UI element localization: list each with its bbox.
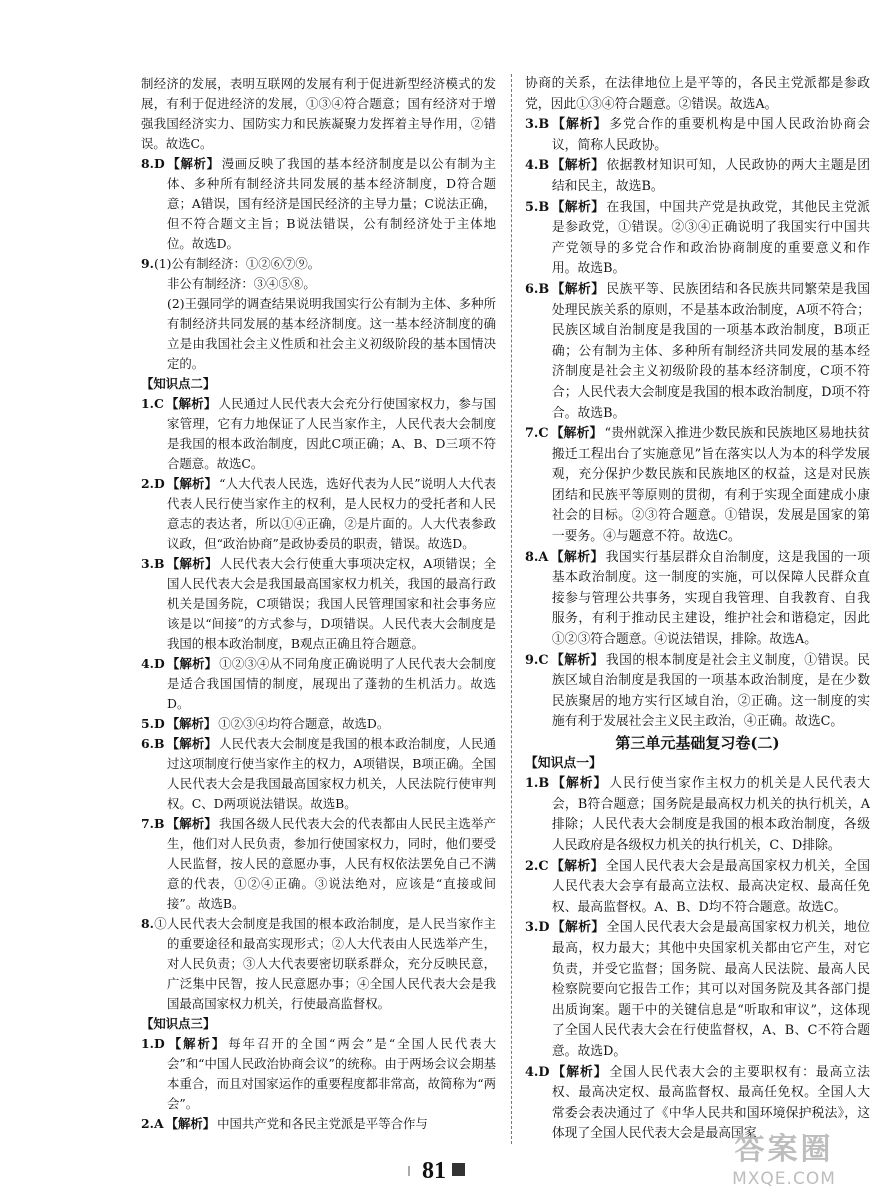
watermark-url: MXQE.COM (732, 1169, 836, 1189)
item-number: 4. (141, 656, 154, 671)
item-answer: A (153, 1116, 164, 1131)
answer-item (525, 115, 870, 156)
analysis-tag: 【解析】 (165, 396, 217, 411)
watermark (709, 1132, 859, 1194)
analysis-tag: 【解析】 (166, 1036, 227, 1051)
item-answer: D (538, 920, 550, 936)
sub-answer: (2)王强同学的调查结果说明我国实行公有制为主体、多种所有制经济共同发展的基本经济制度。这一基本经济制度的确立是由我国社会主义性质和社会主义初级阶段的基本国情决定的。 (167, 296, 496, 371)
item-text: “人大代表人民选，选好代表为人民”说明人大代表代表人民行使当家作主的权利，是人民权力的受托者和人民意志的表达者，所以①④正确，②是片面的。人大代表参政议政，但“政治协商”是政协委员的职责，错误。故选D。 (167, 476, 497, 551)
section-heading: 【知识点三】 (141, 1016, 216, 1031)
watermark-logo-text: 答案圈 (734, 1132, 834, 1167)
item-number: 2. (141, 1116, 154, 1131)
section-heading: 【知识点二】 (141, 376, 216, 391)
item-text: 民族平等、民族团结和各民族共同繁荣是我国处理民族关系的原则，不是基本政治制度，A项不符合；民族区域自治制度是我国的一项基本政治制度，B项正确；公有制为主体、多种所有制经济共同发展的基本经济制度是社会主义初级阶段的基本经济制度，C项不符合；人民代表大会制度是我国的根本政治制度，D项不符合。故选B。 (551, 281, 871, 421)
continuation-paragraph: 制经济的发展，表明互联网的发展有利于促进新型经济模式的发展，有利于促进经济的发展，①③④符合题意；国有经济对于增强我国经济实力、国防实力和民族凝聚力发挥着主导作用，②错误。故选C。 (141, 76, 496, 151)
item-text: 全国人民代表大会是最高国家权力机关，地位最高，权力最大；其他中央国家机关都由它产生，对它负责，并受它监督；国务院、最高人民法院、最高人民检察院要向它报告工作；其可以对国务院及其各部门提出质询案。题干中的关键信息是“听取和审议”，这体现了全国人民代表大会在行使监督权，A、B、C不符合题意。故选D。 (551, 920, 871, 1059)
analysis-tag: 【解析】 (550, 426, 603, 442)
analysis-tag: 【解析】 (166, 716, 217, 731)
analysis-tag: 【解析】 (165, 1116, 216, 1131)
analysis-tag: 【解析】 (551, 117, 608, 133)
item-text: 中国共产党和各民主党派是平等合作与 (217, 1116, 428, 1131)
item-answer: D (153, 1036, 165, 1051)
item-text: 我国实行基层群众自治制度，这是我国的一项基本政治制度。这一制度的实施，可以保障人民群众直接参与管理公共事务，实现自我管理、自我教育、自我服务，有利于推动民主建设，维护社会和谐稳定，因此①②③符合题意。④说法错误，排除。故选A。 (551, 549, 871, 648)
answer-item (141, 474, 496, 554)
item-answer: B (153, 736, 165, 751)
item-answer: C (538, 652, 549, 668)
item-text: 漫画反映了我国的基本经济制度是以公有制为主体、多种所有制经济共同发展的基本经济制度，D符合题意；A错误，国有经济是国民经济的主导力量；C说法正确，但不符合题文主旨；B说法错误，公有制经济处于主体地位。故选D。 (167, 156, 497, 251)
item-text: 人民代表大会制度是我国的根本政治制度，人民通过这项制度行使当家作主的权力，A项错误，B项正确。全国人民代表大会是我国最高国家权力机关，人民法院行使审判权。C、D两项说法错误。故选B。 (167, 736, 497, 811)
item-text: 人民行使当家作主权力的机关是人民代表大会，B符合题意；国务院是最高权力机关的执行机关，A排除；人民代表大会制度是我国的根本政治制度，各级人民政府是各级权力机关的执行机关，C、D排除。 (551, 776, 871, 853)
item-text: 多党合作的重要机构是中国人民政治协商会议，简称人民政协。 (551, 117, 871, 153)
page-number: 81 (422, 1158, 446, 1184)
item-answer: D (153, 476, 165, 491)
item-text: 我国的根本制度是社会主义制度，①错误。民族区域自治制度是我国的一项基本政治制度，是在少数民族聚居的地方实行区域自治，②正确。这一制度的实施有利于发展社会主义民主政治，④正确。故选C。 (551, 652, 871, 730)
item-answer: B (538, 281, 550, 297)
item-text: 人民代表大会行使重大事项决定权，A项错误；全国人民代表大会是我国最高国家权力机关，我国的最高行政机关是国务院，C项错误；我国人民管理国家和社会事务应该是以“间接”的方式参与，D项错误。人民代表大会制度是我国的根本政治制度，B观点正确且符合题意。 (167, 556, 497, 651)
item-number: 1. (141, 1036, 154, 1051)
item-answer: B (538, 117, 550, 133)
answer-item (525, 857, 870, 919)
answer-item (141, 394, 496, 474)
analysis-tag: 【解析】 (550, 549, 604, 565)
analysis-tag: 【解析】 (166, 736, 218, 751)
analysis-tag: 【解析】 (166, 156, 220, 171)
item-text: “贵州就深入推进少数民族和民族地区易地扶贫搬迁工程出台了实施意见”旨在落实以人为本的科学发展观，充分保护少数民族和民族地区的权益，这是对民族团结和民族平等原则的贯彻，有利于实现全面建成小康社会的目标。②③符合题意。①错误，发展是国家的第一要务。④与题意不符。故选C。 (551, 426, 871, 545)
item-number: 5. (525, 199, 539, 215)
item-answer: D (153, 156, 165, 171)
answer-item (141, 714, 496, 734)
item-answer: C (538, 426, 549, 442)
answer-item (525, 156, 870, 197)
page-number-right-mark (452, 1163, 465, 1176)
item-number: 4. (525, 1064, 539, 1080)
item-number: 7. (525, 426, 539, 442)
section-heading: 【知识点一】 (525, 755, 602, 771)
item-answer: B (538, 776, 550, 792)
answer-item (141, 154, 496, 254)
item-number: 4. (525, 158, 539, 174)
answer-item (141, 914, 496, 1014)
item-number: 2. (141, 476, 154, 491)
answer-item (525, 280, 870, 424)
analysis-tag: 【解析】 (550, 652, 604, 668)
item-text: ①人民代表大会制度是我国的根本政治制度，是人民当家作主的重要途径和最高实现形式；②人大代表由人民选举产生，对人民负责；③人大代表要密切联系群众，充分反映民意，广泛集中民智，按人民意愿办事；④全国人民代表大会是我国最高国家权力机关，行使最高监督权。 (153, 916, 496, 1011)
continuation-paragraph: 协商的关系，在法律地位上是平等的，各民主党派都是参政党，因此①③④符合题意。②错误。故选A。 (525, 76, 870, 112)
item-number: 9. (141, 256, 154, 271)
item-text: 全国人民代表大会的主要职权有：最高立法权、最高决定权、最高监督权、最高任免权。全国人大常委会表决通过了《中华人民共和国环境保护税法》，这体现了全国人民代表大会是最高国家 (551, 1064, 871, 1142)
item-answer: D (153, 656, 165, 671)
right-column (525, 74, 870, 1145)
item-number: 6. (141, 736, 154, 751)
analysis-tag: 【解析】 (166, 476, 218, 491)
analysis-tag: 【解析】 (551, 199, 605, 215)
item-number: 8. (141, 156, 154, 171)
item-text: 人民通过人民代表大会充分行使国家权力，参与国家管理，它有力地保证了人民当家作主，人民代表大会制度是我国的根本政治制度，因此C项正确；A、B、D三项不符合题意。故选C。 (167, 396, 497, 471)
sub-answer: 非公有制经济：③④⑤⑧。 (167, 276, 316, 291)
answer-item (141, 1114, 496, 1134)
item-text: 在我国，中国共产党是执政党，其他民主党派是参政党，①错误。②③④正确说明了我国实行中国共产党领导的多党合作和政治协商制度的重要意义和作用。故选B。 (551, 199, 871, 277)
item-text: 依据教材知识可知，人民政协的两大主题是团结和民主，故选B。 (551, 158, 871, 194)
answer-item (141, 554, 496, 654)
analysis-tag: 【解析】 (166, 816, 218, 831)
answer-item (525, 651, 870, 733)
item-text: 全国人民代表大会是最高国家权力机关，全国人民代表大会享有最高立法权、最高决定权、最高任免权、最高监督权。A、B、D均不符合题意。故选C。 (551, 858, 871, 915)
item-text: 我国各级人民代表大会的代表都由人民民主选举产生，他们对人民负责，参加行使国家权力，同时，他们要受人民监督，按人民的意愿办事，人民有权依法罢免自己不满意的代表，①②④正确。③说法绝对，应该是“直接或间接”。故选B。 (167, 816, 497, 911)
item-number: 3. (141, 556, 154, 571)
analysis-tag: 【解析】 (166, 556, 218, 571)
item-number: 6. (525, 281, 539, 297)
answer-item (141, 734, 496, 814)
analysis-tag: 【解析】 (550, 858, 604, 874)
item-number: 2. (525, 858, 539, 874)
analysis-tag: 【解析】 (551, 920, 605, 936)
item-answer: B (538, 158, 550, 174)
answer-item (525, 424, 870, 548)
column-divider (511, 74, 512, 1144)
item-text: (1)公有制经济：①②⑥⑦⑨。 (153, 256, 321, 271)
answer-item (525, 918, 870, 1062)
analysis-tag: 【解析】 (551, 158, 605, 174)
answer-item (525, 198, 870, 280)
item-number: 7. (141, 816, 154, 831)
analysis-tag: 【解析】 (166, 656, 218, 671)
analysis-tag: 【解析】 (551, 1064, 608, 1080)
item-number: 3. (525, 920, 539, 936)
item-answer: B (153, 816, 165, 831)
answer-item (141, 814, 496, 914)
item-number: 8. (525, 549, 539, 565)
analysis-tag: 【解析】 (551, 281, 605, 297)
answer-item (141, 1034, 496, 1114)
item-number: 9. (525, 652, 539, 668)
analysis-tag: 【解析】 (551, 776, 608, 792)
unit-title: 第三单元基础复习卷(二) (615, 734, 780, 752)
answer-item (141, 654, 496, 714)
item-answer: C (153, 396, 164, 411)
item-answer: A (538, 549, 549, 565)
left-column (141, 74, 496, 1134)
item-answer: D (153, 716, 165, 731)
item-number: 8. (141, 916, 154, 931)
item-answer: C (538, 858, 549, 874)
item-number: 1. (525, 776, 539, 792)
page-number-left-mark (408, 1166, 416, 1176)
item-answer: D (538, 1064, 550, 1080)
item-text: ①②③④从不同角度正确说明了人民代表大会制度是适合我国国情的制度，展现出了蓬勃的生机活力。故选D。 (167, 656, 497, 711)
answer-item (141, 254, 496, 274)
item-text: 每年召开的全国“两会”是“全国人民代表大会”和“中国人民政治协商会议”的统称。由于两场会议会期基本重合，而且对国家运作的重要程度都非常高，故简称为“两会”。 (167, 1036, 496, 1111)
item-text: ①②③④均符合题意，故选D。 (218, 716, 390, 731)
item-answer: B (153, 556, 165, 571)
item-number: 1. (141, 396, 154, 411)
answer-item (525, 774, 870, 856)
item-answer: B (538, 199, 550, 215)
item-number: 3. (525, 117, 539, 133)
item-number: 5. (141, 716, 154, 731)
answer-item (525, 548, 870, 651)
